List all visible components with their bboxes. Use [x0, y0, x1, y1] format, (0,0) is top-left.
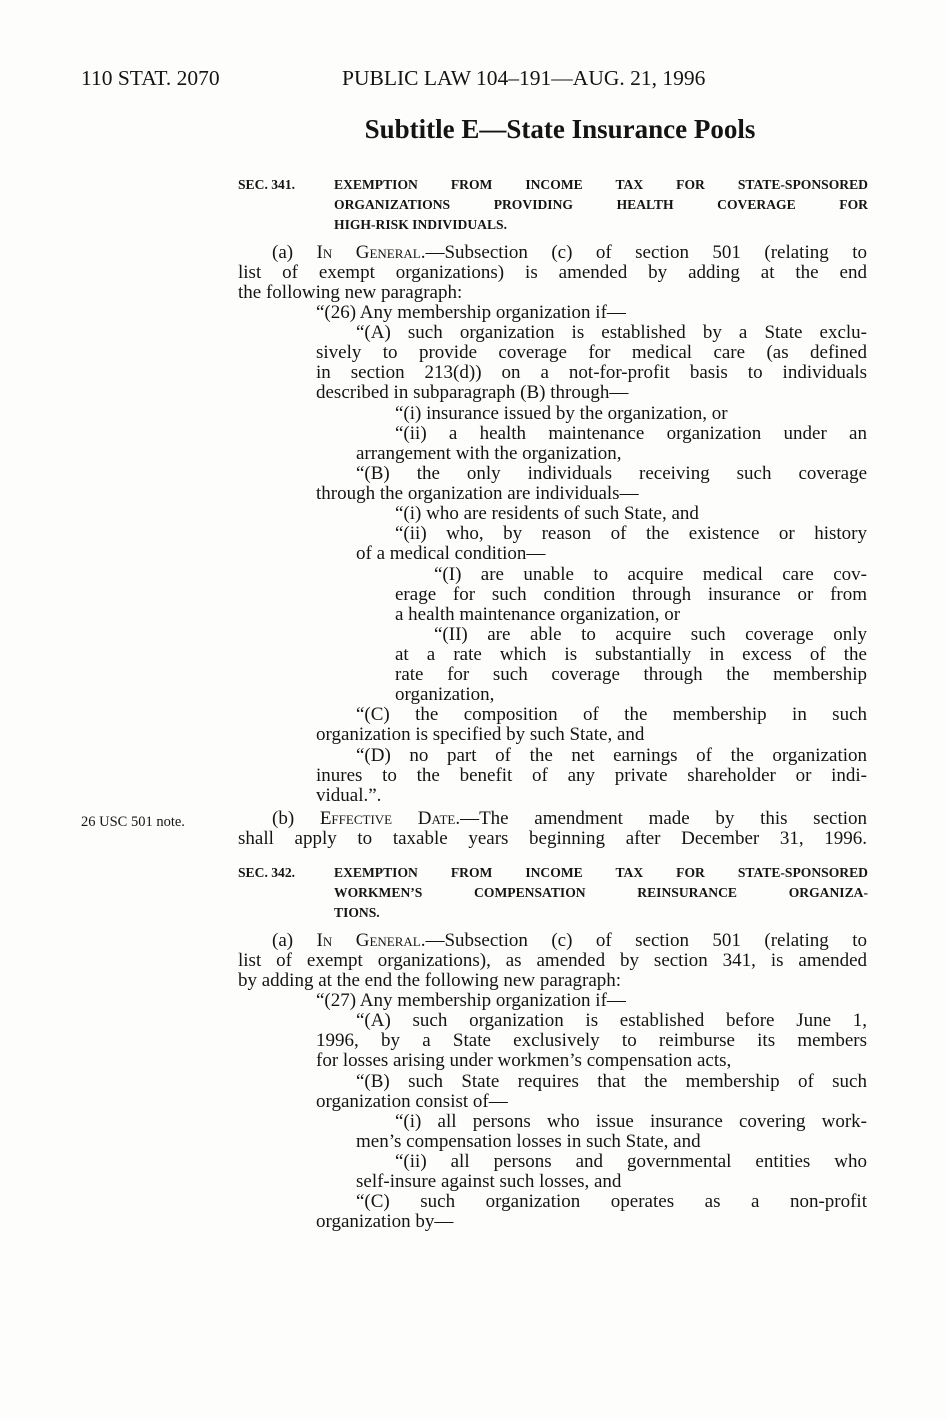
- text-line: list of exempt organizations) is amended by adding at the end: [238, 262, 867, 283]
- clause-ii: “(ii) a health maintenance organization under an: [395, 423, 867, 444]
- subparagraph-b: “(B) the only individuals receiving such coverage: [356, 463, 867, 484]
- margin-note: 26 USC 501 note.: [81, 814, 185, 830]
- text-line: men’s compensation losses in such State, and: [356, 1131, 701, 1152]
- clause-i: “(i) insurance issued by the organization, or: [395, 403, 728, 424]
- subsection-a-line: [272, 930, 867, 951]
- clause-i: “(i) who are residents of such State, and: [395, 503, 699, 524]
- section-heading-line: ORGANIZATIONS PROVIDING HEALTH COVERAGE FOR: [334, 197, 868, 212]
- text-line: through the organization are individuals—: [316, 483, 639, 504]
- text-line: —Subsection (c) of section 501 (relating to: [425, 242, 867, 263]
- text-line: —Subsection (c) of section 501 (relating to: [425, 930, 867, 951]
- clause-ii: “(ii) who, by reason of the existence or history: [395, 523, 867, 544]
- subsection-label: (a): [272, 930, 317, 951]
- text-line: at a rate which is substantially in excess of the: [395, 644, 867, 665]
- text-line: organization,: [395, 684, 495, 705]
- subtitle-heading: Subtitle E—State Insurance Pools: [364, 114, 756, 144]
- clause-ii: “(ii) all persons and governmental entities who: [395, 1151, 867, 1172]
- section-number: SEC. 341.: [238, 177, 296, 192]
- subsection-a-line: [272, 242, 867, 263]
- paragraph-27: “(27) Any membership organization if—: [316, 990, 626, 1011]
- subparagraph-a: “(A) such organization is established by a State exclu-: [356, 322, 867, 343]
- text-line: the following new paragraph:: [238, 282, 463, 303]
- text-line: organization by—: [316, 1211, 454, 1232]
- subsection-label: (a): [272, 242, 317, 263]
- text-line: erage for such condition through insurance or from: [395, 584, 867, 605]
- text-line: arrangement with the organization,: [356, 443, 622, 464]
- text-line: rate for such coverage through the membership: [395, 664, 867, 685]
- clause-i: “(i) all persons who issue insurance covering work-: [395, 1111, 867, 1132]
- text-line: —The amendment made by this section: [460, 808, 868, 829]
- text-line: vidual.”.: [316, 785, 382, 806]
- section-heading-line: HIGH-RISK INDIVIDUALS.: [334, 217, 507, 232]
- subsection-heading: In General.: [316, 930, 426, 951]
- section-heading-line: EXEMPTION FROM INCOME TAX FOR STATE-SPONSORED: [334, 865, 868, 880]
- subparagraph-c: “(C) the composition of the membership in such: [356, 704, 867, 725]
- section-342-heading: [238, 863, 868, 923]
- text-line: in section 213(d)) on a not-for-profit basis to individuals: [316, 362, 867, 383]
- text-line: of a medical condition—: [356, 543, 546, 564]
- text-line: list of exempt organizations), as amended by section 341, is amended: [238, 950, 867, 971]
- subclause-ii: “(II) are able to acquire such coverage only: [434, 624, 867, 645]
- text-line: inures to the benefit of any private shareholder or indi-: [316, 765, 867, 786]
- subsection-heading: Effective Date.: [319, 808, 461, 829]
- section-heading-line: EXEMPTION FROM INCOME TAX FOR STATE-SPONSORED: [334, 177, 868, 192]
- text-line: by adding at the end the following new paragraph:: [238, 970, 622, 991]
- subclause-i: “(I) are unable to acquire medical care cov-: [434, 564, 867, 585]
- text-line: described in subparagraph (B) through—: [316, 382, 629, 403]
- text-line: for losses arising under workmen’s compensation acts,: [316, 1050, 732, 1071]
- page-citation: 110 STAT. 2070: [81, 66, 220, 90]
- subsection-heading: In General.: [316, 242, 426, 263]
- subparagraph-b: “(B) such State requires that the membership of such: [356, 1071, 867, 1092]
- section-heading-line: WORKMEN’S COMPENSATION REINSURANCE ORGANIZA-: [334, 885, 868, 900]
- text-line: sively to provide coverage for medical care (as defined: [316, 342, 867, 363]
- text-line: organization consist of—: [316, 1091, 508, 1112]
- subparagraph-c: “(C) such organization operates as a non-profit: [356, 1191, 867, 1212]
- subsection-b-line: [272, 808, 867, 829]
- subparagraph-a: “(A) such organization is established before June 1,: [356, 1010, 867, 1031]
- subsection-label: (b): [272, 808, 320, 829]
- text-line: 1996, by a State exclusively to reimburse its members: [316, 1030, 867, 1051]
- subparagraph-d: “(D) no part of the net earnings of the organization: [356, 745, 867, 766]
- law-citation: PUBLIC LAW 104–191—AUG. 21, 1996: [342, 66, 706, 90]
- text-line: organization is specified by such State, and: [316, 724, 645, 745]
- text-line: a health maintenance organization, or: [395, 604, 681, 625]
- text-line: shall apply to taxable years beginning after December 31, 1996.: [238, 828, 867, 849]
- section-heading-line: TIONS.: [334, 905, 380, 920]
- section-number: SEC. 342.: [238, 865, 296, 880]
- paragraph-26: “(26) Any membership organization if—: [316, 302, 626, 323]
- section-341-heading: [238, 175, 868, 235]
- text-line: self-insure against such losses, and: [356, 1171, 622, 1192]
